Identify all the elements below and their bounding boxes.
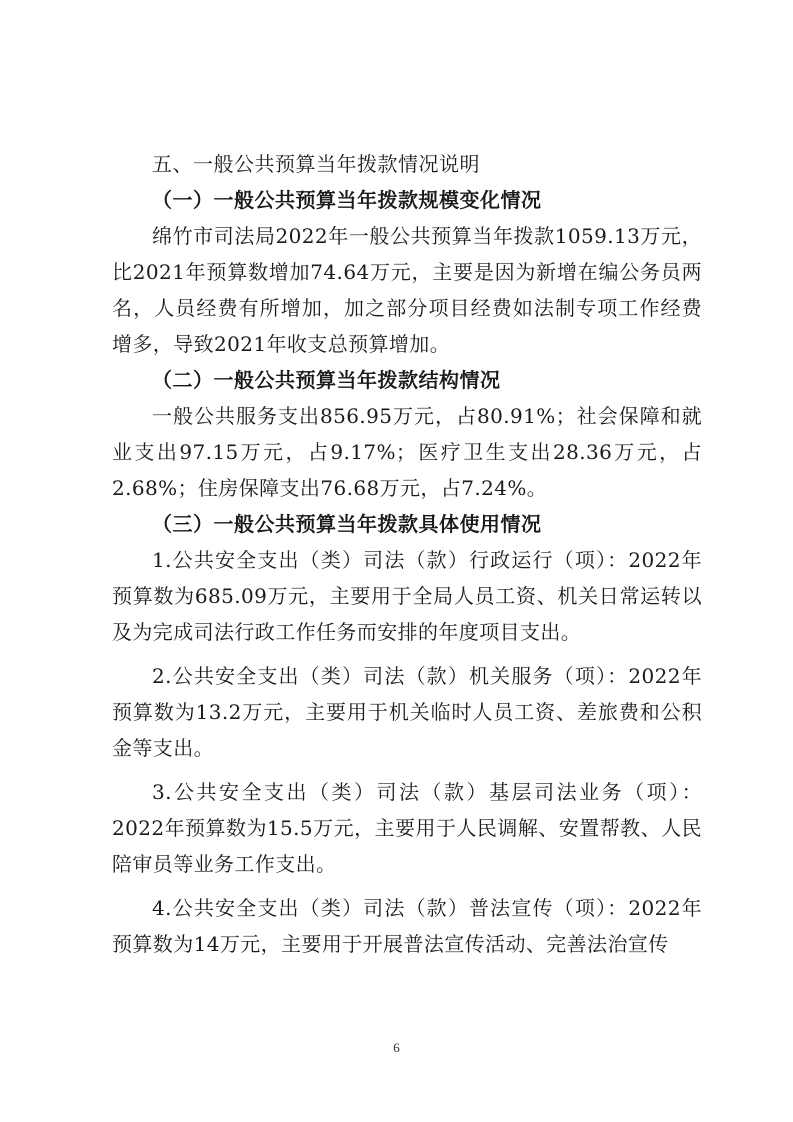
page-number: 6 (393, 1040, 400, 1055)
paragraph-structure: 一般公共服务支出856.95万元，占80.91%；社会保障和就业支出97.15万元，占9.17%；医疗卫生支出28.36万元，占2.68%；住房保障支出76.68万元，占7.24%。 (112, 404, 702, 500)
subsection-heading-1: （一）一般公共预算当年拨款规模变化情况 (152, 188, 542, 212)
subsection-heading-3: （三）一般公共预算当年拨款具体使用情况 (152, 512, 542, 536)
section-title: 五、一般公共预算当年拨款情况说明 (152, 152, 480, 176)
paragraph-scale-change: 绵竹市司法局2022年一般公共预算当年拨款1059.13万元，比2021年预算数增加74.64万元，主要是因为新增在编公务员两名，人员经费有所增加，加之部分项目经费如法制专项工作经费增多，导致2021年收支总预算增加。 (112, 224, 702, 356)
paragraph-item-2: 2.公共安全支出（类）司法（款）机关服务（项）：2022年预算数为13.2万元，主要用于机关临时人员工资、差旅费和公积金等支出。 (112, 664, 702, 760)
paragraph-item-1: 1.公共安全支出（类）司法（款）行政运行（项）：2022年预算数为685.09万元，主要用于全局人员工资、机关日常运转以及为完成司法行政工作任务而安排的年度项目支出。 (112, 548, 702, 644)
document-body (112, 146, 702, 962)
subsection-heading-2: （二）一般公共预算当年拨款结构情况 (152, 368, 501, 392)
paragraph-item-3: 3.公共安全支出（类）司法（款）基层司法业务（项）：2022年预算数为15.5万元，主要用于人民调解、安置帮教、人民陪审员等业务工作支出。 (112, 780, 702, 876)
paragraph-item-4: 4.公共安全支出（类）司法（款）普法宣传（项）：2022年预算数为14万元，主要用于开展普法宣传活动、完善法治宣传 (112, 896, 702, 956)
